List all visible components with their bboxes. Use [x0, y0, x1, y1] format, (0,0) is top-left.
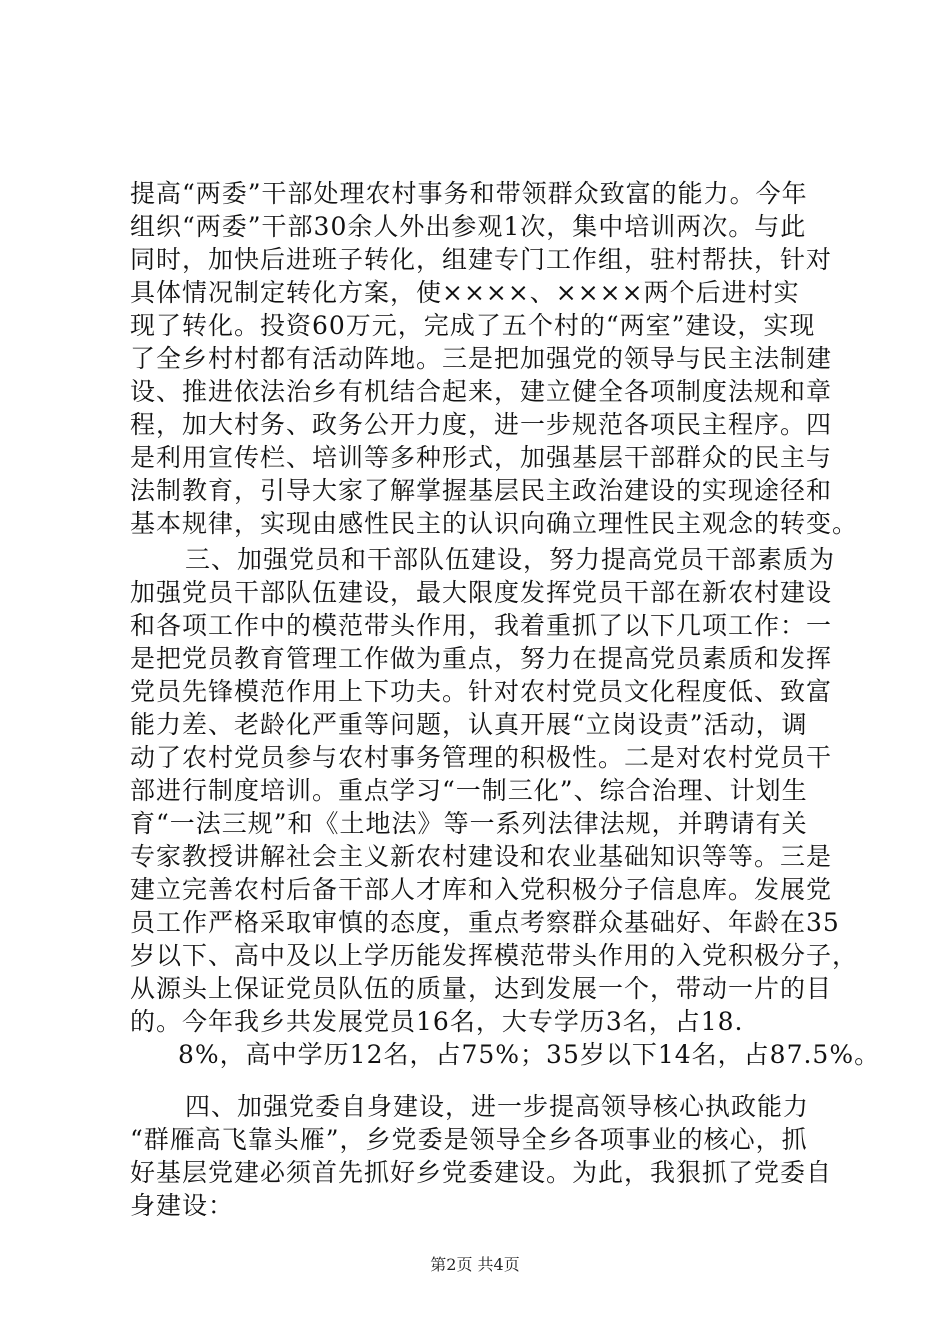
paragraph-line: 能力差、老龄化严重等问题，认真开展“立岗设责”活动，调 — [130, 710, 808, 739]
paragraph-1 — [130, 177, 859, 540]
paragraph-line: 组织“两委”干部30余人外出参观1次，集中培训两次。与此 — [130, 212, 807, 241]
paragraph-line: 部进行制度培训。重点学习“一制三化”、综合治理、计划生 — [130, 776, 808, 805]
paragraph-line: 的。今年我乡共发展党员16名，大专学历3名，占18. — [130, 1007, 744, 1036]
paragraph-line: 党员先锋模范作用上下功夫。针对农村党员文化程度低、致富 — [130, 677, 833, 706]
paragraph-line: 加强党员干部队伍建设，最大限度发挥党员干部在新农村建设 — [130, 578, 833, 607]
paragraph-line: 身建设： — [130, 1191, 235, 1220]
paragraph-line: 程，加大村务、政务公开力度，进一步规范各项民主程序。四 — [130, 410, 833, 439]
paragraph-line: 基本规律，实现由感性民主的认识向确立理性民主观念的转变。 — [130, 509, 859, 538]
paragraph-line: 和各项工作中的模范带头作用，我着重抓了以下几项工作：一 — [130, 611, 833, 640]
paragraph-2 — [130, 543, 881, 1071]
paragraph-line: 现了转化。投资60万元，完成了五个村的“两室”建设，实现 — [130, 311, 816, 340]
section-heading-4: 四、加强党委自身建设，进一步提高领导核心执政能力 — [185, 1092, 810, 1121]
page-number: 第2页 共4页 — [430, 1255, 520, 1274]
paragraph-line: 同时，加快后进班子转化，组建专门工作组，驻村帮扶，针对 — [130, 245, 833, 274]
paragraph-line: 是利用宣传栏、培训等多种形式，加强基层干部群众的民主与 — [130, 443, 833, 472]
paragraph-line: 好基层党建必须首先抓好乡党委建设。为此，我狠抓了党委自 — [130, 1158, 833, 1187]
paragraph-line: 是把党员教育管理工作做为重点，努力在提高党员素质和发挥 — [130, 644, 833, 673]
paragraph-line: 员工作严格采取审慎的态度，重点考察群众基础好、年龄在35 — [130, 908, 840, 937]
paragraph-line: 设、推进依法治乡有机结合起来，建立健全各项制度法规和章 — [130, 377, 833, 406]
paragraph-3 — [130, 1090, 833, 1222]
paragraph-line: 8%，高中学历12名，占75%；35岁以下14名，占87.5%。 — [178, 1040, 881, 1069]
paragraph-line: 专家教授讲解社会主义新农村建设和农业基础知识等等。三是 — [130, 842, 833, 871]
paragraph-line: “群雁高飞靠头雁”，乡党委是领导全乡各项事业的核心，抓 — [130, 1125, 808, 1154]
paragraph-line: 育“一法三规”和《土地法》等一系列法律法规，并聘请有关 — [130, 809, 808, 838]
paragraph-line: 岁以下、高中及以上学历能发挥模范带头作用的入党积极分子， — [130, 941, 859, 970]
paragraph-line: 动了农村党员参与农村事务管理的积极性。二是对农村党员干 — [130, 743, 833, 772]
section-heading-3: 三、加强党员和干部队伍建设，努力提高党员干部素质为 — [185, 545, 836, 574]
paragraph-line: 了全乡村村都有活动阵地。三是把加强党的领导与民主法制建 — [130, 344, 833, 373]
page-footer — [0, 1252, 950, 1275]
paragraph-line: 法制教育，引导大家了解掌握基层民主政治建设的实现途径和 — [130, 476, 833, 505]
paragraph-line: 建立完善农村后备干部人才库和入党积极分子信息库。发展党 — [130, 875, 833, 904]
paragraph-line: 具体情况制定转化方案，使××××、××××两个后进村实 — [130, 278, 800, 307]
paragraph-line: 从源头上保证党员队伍的质量，达到发展一个，带动一片的目 — [130, 974, 833, 1003]
paragraph-line: 提高“两委”干部处理农村事务和带领群众致富的能力。今年 — [130, 179, 808, 208]
